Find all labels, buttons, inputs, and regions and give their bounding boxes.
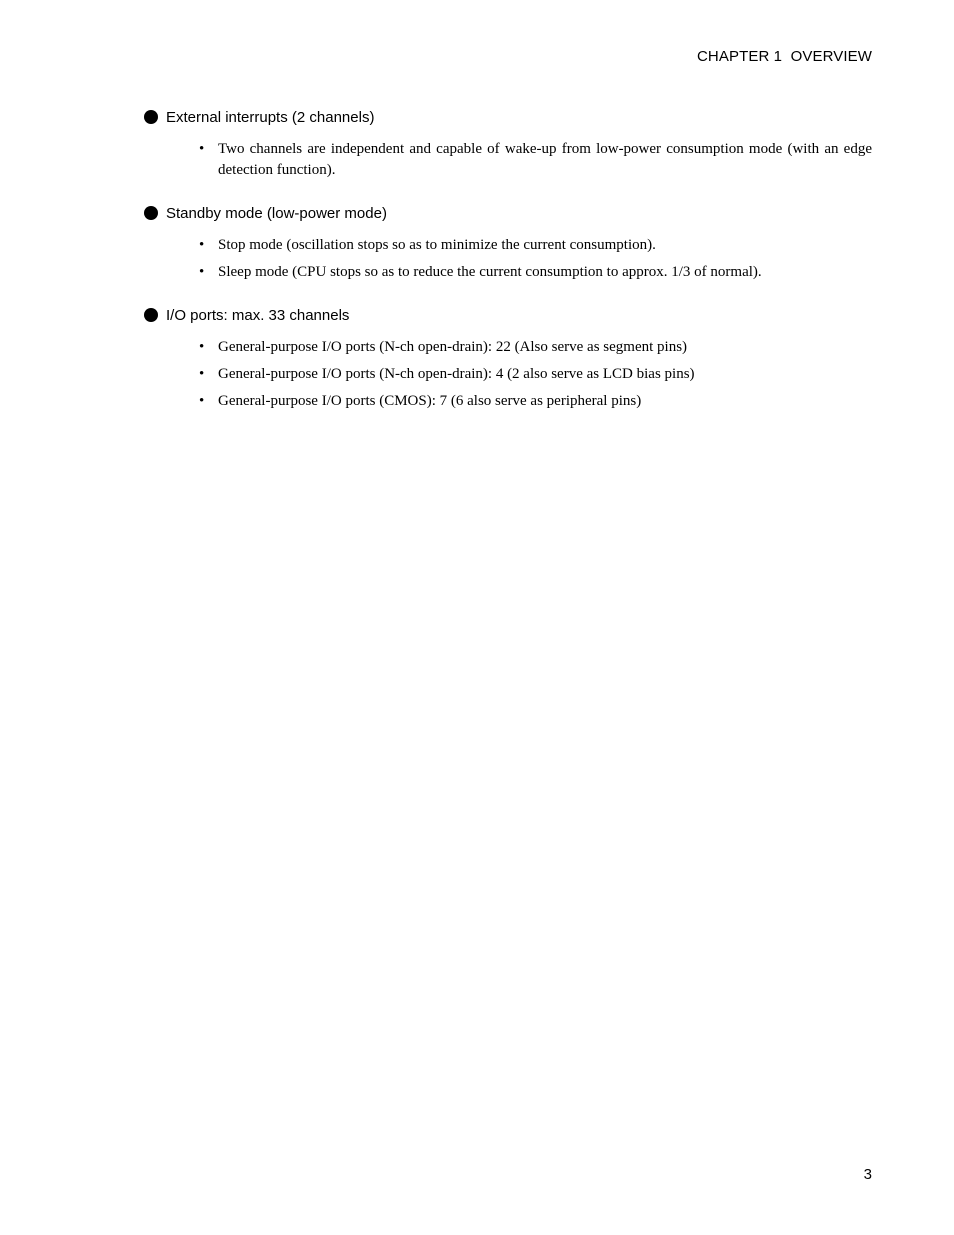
list-item: • General-purpose I/O ports (N-ch open-drain): 22 (Also serve as segment pins) <box>199 337 872 358</box>
list-item: • General-purpose I/O ports (CMOS): 7 (6 also serve as peripheral pins) <box>199 391 872 412</box>
section-standby-mode <box>144 203 872 283</box>
list-item: • Sleep mode (CPU stops so as to reduce the current consumption to approx. 1/3 of normal). <box>199 262 872 283</box>
bullet-list <box>144 235 872 283</box>
list-item: • Two channels are independent and capable of wake-up from low-power consumption mode (with an edge detection function). <box>199 139 872 181</box>
bullet-list <box>144 139 872 181</box>
section-heading-text: Standby mode (low-power mode) <box>166 204 387 222</box>
section-heading <box>144 203 872 223</box>
list-item: • General-purpose I/O ports (N-ch open-drain): 4 (2 also serve as LCD bias pins) <box>199 364 872 385</box>
section-heading-text: I/O ports: max. 33 channels <box>166 306 350 324</box>
list-item: • Stop mode (oscillation stops so as to minimize the current consumption). <box>199 235 872 256</box>
page-number: 3 <box>863 1166 872 1183</box>
section-heading <box>144 305 872 325</box>
section-external-interrupts <box>144 107 872 181</box>
section-heading-text: External interrupts (2 channels) <box>166 108 375 126</box>
section-heading <box>144 107 872 127</box>
bullet-disc-icon <box>144 206 158 220</box>
document-body <box>144 107 872 434</box>
bullet-list <box>144 337 872 412</box>
section-io-ports <box>144 305 872 412</box>
bullet-disc-icon <box>144 110 158 124</box>
chapter-header: CHAPTER 1 OVERVIEW <box>697 48 872 65</box>
bullet-disc-icon <box>144 308 158 322</box>
